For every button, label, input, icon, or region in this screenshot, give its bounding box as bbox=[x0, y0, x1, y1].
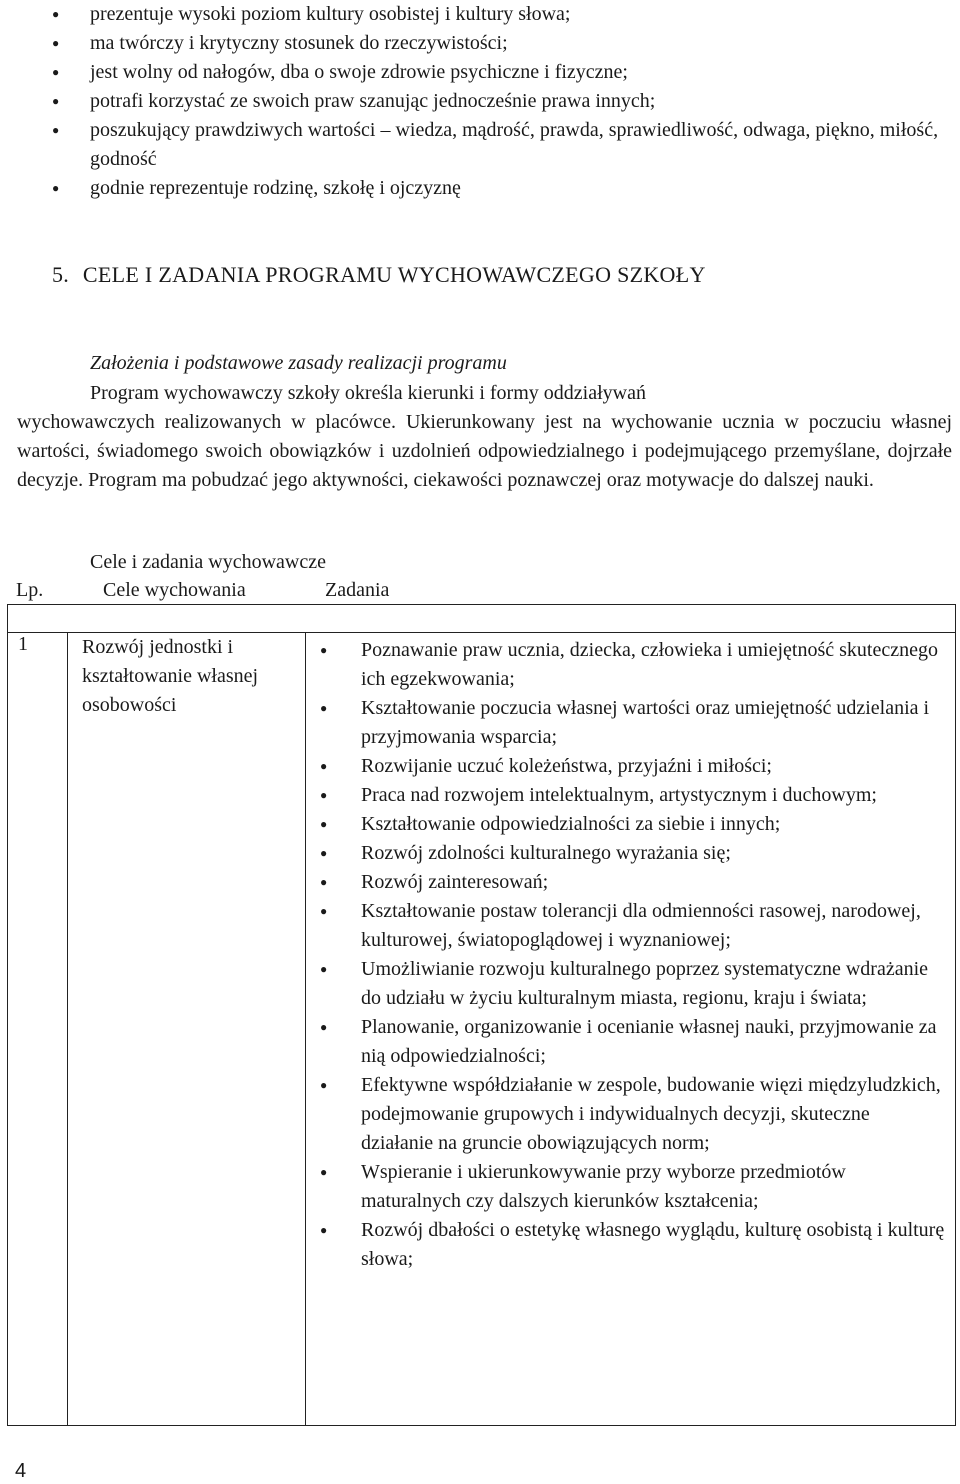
table-column-divider bbox=[67, 633, 68, 1425]
task-item: ● Kształtowanie postaw tolerancji dla odmienności rasowej, narodowej, kulturowej, światopoglądowej i wyznaniowej; bbox=[320, 897, 945, 955]
list-item: ● potrafi korzystać ze swoich praw szanując jednocześnie prawa innych; bbox=[52, 87, 952, 116]
task-item: ● Kształtowanie poczucia własnej wartości oraz umiejętność udzielania i przyjmowania wsparcia; bbox=[320, 694, 945, 752]
row-number: 1 bbox=[18, 633, 28, 655]
task-item: ● Efektywne współdziałanie w zespole, budowanie więzi międzyludzkich, podejmowanie grupowych i indywidualnych decyzji, skuteczne działanie na gruncie obowiązujących norm; bbox=[320, 1071, 945, 1158]
task-item: ● Umożliwianie rozwoju kulturalnego poprzez systematyczne wdrażanie do udziału w życiu kulturalnym miasta, regionu, kraju i świata; bbox=[320, 955, 945, 1013]
list-item: ● jest wolny od nałogów, dba o swoje zdrowie psychiczne i fizyczne; bbox=[52, 58, 952, 87]
section-number: 5. bbox=[52, 262, 70, 287]
table-title: Cele i zadania wychowawcze bbox=[90, 551, 326, 573]
task-item: ● Rozwój zainteresowań; bbox=[320, 868, 945, 897]
task-item: ● Kształtowanie odpowiedzialności za siebie i innych; bbox=[320, 810, 945, 839]
list-item: ● godnie reprezentuje rodzinę, szkołę i ojczyznę bbox=[52, 174, 952, 203]
header-cele: Cele wychowania bbox=[103, 579, 246, 601]
section-heading bbox=[52, 262, 706, 288]
table-column-divider bbox=[305, 633, 306, 1425]
graduate-traits-list bbox=[52, 0, 952, 203]
task-item: ● Rozwijanie uczuć koleżeństwa, przyjaźni i miłości; bbox=[320, 752, 945, 781]
task-item: ● Poznawanie praw ucznia, dziecka, człowieka i umiejętność skutecznego ich egzekwowania; bbox=[320, 636, 945, 694]
task-item: ● Rozwój zdolności kulturalnego wyrażania się; bbox=[320, 839, 945, 868]
row-goal: Rozwój jednostki i kształtowanie własnej osobowości bbox=[82, 636, 259, 716]
page-number: 4 bbox=[15, 1460, 27, 1482]
header-lp: Lp. bbox=[16, 579, 44, 601]
task-item: ● Planowanie, organizowanie i ocenianie własnej nauki, przyjmowanie za nią odpowiedzialności; bbox=[320, 1013, 945, 1071]
task-item: ● Rozwój dbałości o estetykę własnego wyglądu, kulturę osobistą i kulturę słowa; bbox=[320, 1216, 945, 1274]
intro-paragraph bbox=[17, 379, 952, 495]
task-item: ● Wspieranie i ukierunkowywanie przy wyborze przedmiotów maturalnych czy dalszych kierunków kształcenia; bbox=[320, 1158, 945, 1216]
header-zadania: Zadania bbox=[325, 579, 390, 601]
list-item: ● prezentuje wysoki poziom kultury osobistej i kultury słowa; bbox=[52, 0, 952, 29]
subheading: Założenia i podstawowe zasady realizacji programu bbox=[90, 352, 507, 374]
paragraph-first-line: Program wychowawczy szkoły określa kierunki i formy oddziaływań bbox=[90, 382, 646, 404]
task-item: ● Praca nad rozwojem intelektualnym, artystycznym i duchowym; bbox=[320, 781, 945, 810]
list-item: ● ma twórczy i krytyczny stosunek do rzeczywistości; bbox=[52, 29, 952, 58]
list-item: ● poszukujący prawdziwych wartości – wiedza, mądrość, prawda, sprawiedliwość, odwaga, piękno, miłość, godność bbox=[52, 116, 952, 174]
section-title: CELE I ZADANIA PROGRAMU WYCHOWAWCZEGO SZKOŁY bbox=[82, 262, 706, 287]
paragraph-body: wychowawczych realizowanych w placówce. Ukierunkowany jest na wychowanie ucznia w poczuciu własnej wartości, świadomego swoich obowiązków i uzdolnień odpowiedzialnego i podejmującego przemyślane, dojrzałe decyzje. Program ma pobudzać jego aktywności, ciekawości poznawczej oraz motywacje do dalszej nauki. bbox=[17, 411, 952, 491]
tasks-list bbox=[320, 636, 945, 1274]
